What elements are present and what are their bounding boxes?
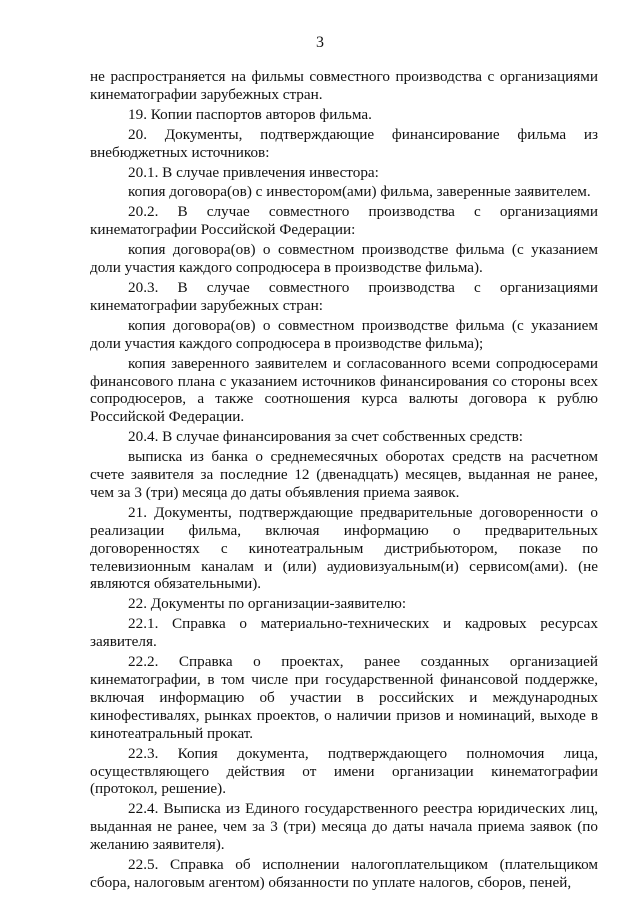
paragraph: выписка из банка о среднемесячных оборотах средств на расчетном счете заявителя за последние 12 (двенадцать) месяцев, выданная не ранее, чем за 3 (три) месяца до даты объявления приема заявок. [90, 448, 598, 501]
paragraph: 22.5. Справка об исполнении налогоплательщиком (плательщиком сбора, налоговым агентом) обязанности по уплате налогов, сборов, пеней, [90, 856, 598, 891]
paragraph: 20.1. В случае привлечения инвестора: [128, 163, 379, 181]
paragraph: 22.1. Справка о материально-технических и кадровых ресурсах заявителя. [90, 615, 598, 651]
paragraph: копия договора(ов) о совместном производстве фильма (с указанием доли участия каждого сопродюсера в производстве фильма); [90, 316, 598, 352]
paragraph: 19. Копии паспортов авторов фильма. [128, 105, 372, 123]
paragraph: 22.4. Выписка из Единого государственного реестра юридических лиц, выданная не ранее, чем за 3 (три) месяца до даты начала приема заявок (по желанию заявителя). [90, 800, 598, 854]
paragraph: копия договора(ов) с инвестором(ами) фильма, заверенные заявителем. [128, 183, 591, 201]
paragraph: 20.4. В случае финансирования за счет собственных средств: [128, 428, 523, 446]
document-body [90, 68, 598, 894]
paragraph: копия договора(ов) о совместном производстве фильма (с указанием доли участия каждого сопродюсера в производстве фильма). [90, 241, 598, 277]
paragraph: 22.3. Копия документа, подтверждающего полномочия лица, осуществляющего действия от имени организации кинематографии (протокол, решение). [90, 744, 598, 798]
page-number: 3 [316, 34, 324, 51]
paragraph: 21. Документы, подтверждающие предварительные договоренности о реализации фильма, включая информацию о предварительных договоренностях с кинотеатральным дистрибьютором, показе по телевизионным каналам и (или) аудиовизуальным(и) сервисом(ами). (не являются обязательными). [90, 503, 598, 593]
paragraph: не распространяется на фильмы совместного производства с организациями кинематографии зарубежных стран. [90, 68, 598, 103]
paragraph: копия заверенного заявителем и согласованного всеми сопродюсерами финансового плана с указанием источников финансирования со стороны всех сопродюсеров, а также соотношения курса валюты договора к рублю Российской Федерации. [90, 354, 598, 426]
paragraph: 20.2. В случае совместного производства с организациями кинематографии Российской Федерации: [90, 203, 598, 239]
paragraph: 20. Документы, подтверждающие финансирование фильма из внебюджетных источников: [90, 125, 598, 161]
paragraph: 20.3. В случае совместного производства с организациями кинематографии зарубежных стран: [90, 278, 598, 314]
paragraph: 22.2. Справка о проектах, ранее созданных организацией кинематографии, в том числе при государственной финансовой поддержке, включая информацию об участии в российских и международных кинофестивалях, рынках проектов, о наличии призов и номинаций, выходе в кинотеатральный прокат. [90, 653, 598, 742]
paragraph: 22. Документы по организации-заявителю: [128, 595, 407, 613]
